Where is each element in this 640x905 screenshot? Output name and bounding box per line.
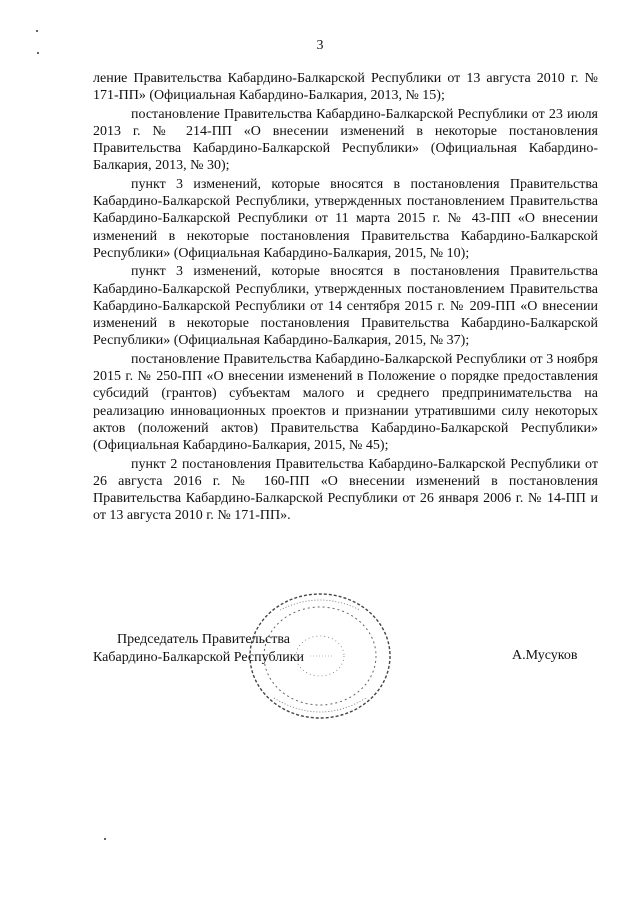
signatory-title-line1: Председатель Правительства [117,632,290,647]
paragraph: пункт 2 постановления Правительства Кабардино-Балкарской Республики от 26 августа 2016 г. № 160-ПП «О внесении изменений в постановления Правительства Кабардино-Балкарской Республики от 26 января 2006 г. № 14-ПП и от 13 августа 2010 г. № 171-ПП». [93,456,598,524]
page-number: 3 [316,38,324,53]
paragraph: постановление Правительства Кабардино-Балкарской Республики от 3 ноября 2015 г. № 250-ПП «О внесении изменений в Положение о порядке предоставления субсидий (грантов) субъектам малого и среднего предпринимательства на реализацию инновационных проектов и признании утратившими силу некоторых актов (положений актов) Правительства Кабардино-Балкарской Республики» (Официальная Кабардино-Балкария, 2015, № 45); [93,351,598,454]
signatory-title-line2: Кабардино-Балкарской Республики [93,649,304,665]
signatory-name: А.Мусуков [512,648,578,663]
paragraph: пункт 3 изменений, которые вносятся в постановления Правительства Кабардино-Балкарской Республики, утвержденных постановлением Правительства Кабардино-Балкарской Республики от 14 сентября 2015 г. № 209-ПП «О внесении изменений в некоторые постановления Правительства Кабардино-Балкарской Республики» (Официальная Кабардино-Балкария, 2015, № 37); [93,264,598,349]
document-body [93,70,598,526]
paragraph: ление Правительства Кабардино-Балкарской Республики от 13 августа 2010 г. № 171-ПП» (Официальная Кабардино-Балкария, 2013, № 15); [93,71,598,104]
paragraph: пункт 3 изменений, которые вносятся в постановления Правительства Кабардино-Балкарской Республики, утвержденных постановлением Правительства Кабардино-Балкарской Республики от 11 марта 2015 г. № 43-ПП «О внесении изменений в некоторые постановления Правительства Кабардино-Балкарской Республики» (Официальная Кабардино-Балкария, 2015, № 10); [93,176,598,261]
scan-speck [36,30,38,32]
paragraph: постановление Правительства Кабардино-Балкарской Республики от 23 июля 2013 г. № 214-ПП «О внесении изменений в некоторые постановления Правительства Кабардино-Балкарской Республики» (Официальная Кабардино-Балкария, 2013, № 30); [93,106,598,174]
signatory-title [93,631,304,666]
scan-speck [104,838,106,840]
